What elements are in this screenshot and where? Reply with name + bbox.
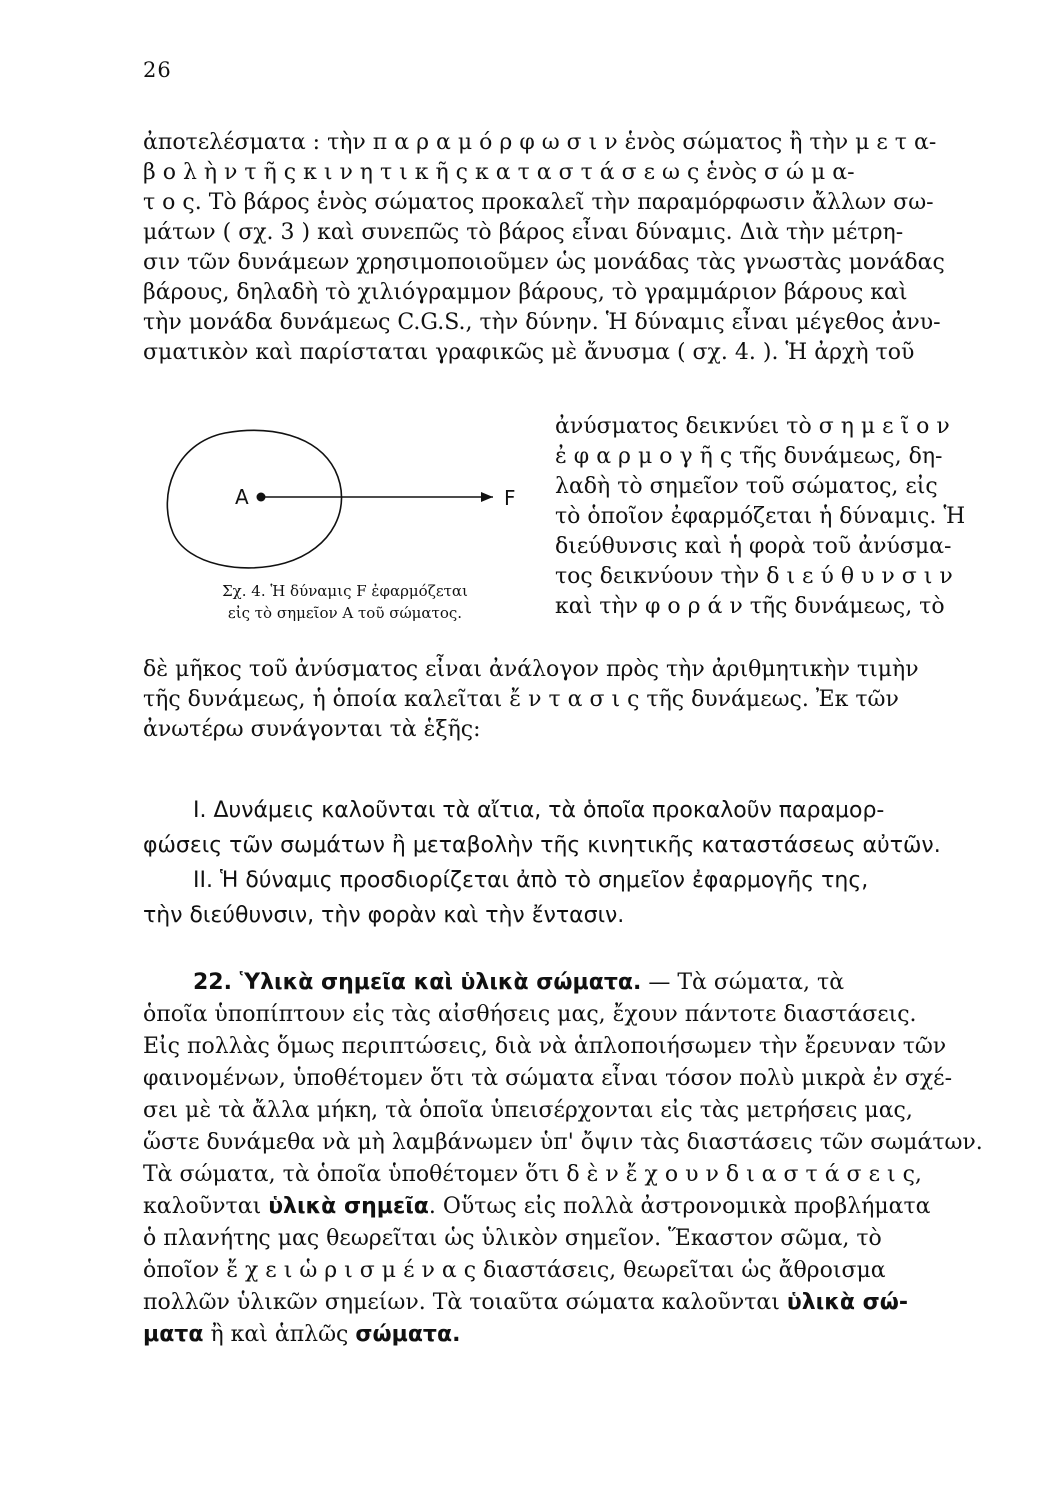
text-line: ἀποτελέσματα : τὴν π α ρ α μ ό ρ φ ω σ ι ν ἑνὸς σώματος ἢ τὴν μ ε τ α- bbox=[143, 130, 937, 155]
summary-item-2-line-2: τὴν διεύθυνσιν, τὴν φορὰν καὶ τὴν ἔντασιν. bbox=[143, 903, 625, 928]
text-fragment: ἢ καὶ ἁπλῶς bbox=[203, 1322, 356, 1347]
text-line: λαδὴ τὸ σημεῖον τοῦ σώματος, εἰς bbox=[555, 474, 938, 499]
text-line bbox=[143, 1287, 973, 1319]
text-line: Εἰς πολλὰς ὅμως περιπτώσεις, διὰ νὰ ἁπλοποιήσωμεν τὴν ἔρευναν τῶν bbox=[143, 1034, 947, 1059]
caption-line: εἰς τὸ σημεῖον Α τοῦ σώματος. bbox=[227, 604, 463, 622]
label-f: F bbox=[504, 486, 516, 510]
text-line bbox=[143, 1319, 973, 1351]
text-line: τ ο ς. Τὸ βάρος ἑνὸς σώματος προκαλεῖ τὴν παραμόρφωσιν ἄλλων σω- bbox=[143, 190, 934, 215]
section-title: 22. Ὑλικὰ σημεῖα καὶ ὑλικὰ σώματα. bbox=[193, 970, 642, 995]
side-paragraph bbox=[555, 412, 975, 622]
text-line: ὁποῖον ἔ χ ε ι ὡ ρ ι σ μ έ ν α ς διαστάσεις, θεωρεῖται ὡς ἄθροισμα bbox=[143, 1258, 886, 1283]
summary-item-1-line-2: φώσεις τῶν σωμάτων ἢ μεταβολὴν τῆς κινητικῆς καταστάσεως αὐτῶν. bbox=[143, 833, 941, 858]
caption-line: Σχ. 4. Ἡ δύναμις F ἐφαρμόζεται bbox=[222, 582, 468, 600]
text-line: ἀνύσματος δεικνύει τὸ σ η μ ε ῖ ο ν bbox=[555, 414, 950, 439]
page-number: 26 bbox=[143, 58, 172, 82]
paragraph-continuation bbox=[143, 655, 973, 745]
text-line: ὁ πλανήτης μας θεωρεῖται ὡς ὑλικὸν σημεῖον. Ἕκαστον σῶμα, τὸ bbox=[143, 1226, 882, 1251]
text-line: βάρους, δηλαδὴ τὸ χιλιόγραμμον βάρους, τὸ γραμμάριον βάρους καὶ bbox=[143, 280, 908, 305]
term-material-bodies-end: ματα bbox=[143, 1322, 204, 1347]
text-line: τῆς δυνάμεως, ἡ ὁποία καλεῖται ἔ ν τ α σ ι ς τῆς δυνάμεως. Ἐκ τῶν bbox=[143, 687, 899, 712]
text-line: δὲ μῆκος τοῦ ἀνύσματος εἶναι ἀνάλογον πρὸς τὴν ἀριθμητικὴν τιμὴν bbox=[143, 657, 919, 682]
paragraph-intro bbox=[143, 128, 973, 368]
figure-caption bbox=[155, 580, 535, 624]
text-line: φαινομένων, ὑποθέτομεν ὅτι τὰ σώματα εἶναι τόσον πολὺ μικρὰ ἐν σχέ- bbox=[143, 1066, 953, 1091]
text-line: τὸ ὁποῖον ἐφαρμόζεται ἡ δύναμις. Ἡ bbox=[555, 504, 966, 529]
text-line: τος δεικνύουν τὴν δ ι ε ύ θ υ ν σ ι ν bbox=[555, 564, 953, 589]
text-line: μάτων ( σχ. 3 ) καὶ συνεπῶς τὸ βάρος εἶναι δύναμις. Διὰ τὴν μέτρη- bbox=[143, 220, 904, 245]
term-bodies: σώματα. bbox=[355, 1322, 461, 1347]
text-line: ἀνωτέρω συνάγονται τὰ ἑξῆς: bbox=[143, 717, 481, 742]
term-material-points: ὑλικὰ σημεῖα bbox=[268, 1194, 429, 1219]
arrowhead-icon bbox=[481, 492, 493, 502]
section-heading-line bbox=[143, 967, 973, 999]
text-line: ὥστε δυνάμεθα νὰ μὴ λαμβάνωμεν ὑπ' ὄψιν τὰς διαστάσεις τῶν σωμάτων. bbox=[143, 1130, 983, 1155]
text-line: σματικὸν καὶ παρίσταται γραφικῶς μὲ ἄνυσμα ( σχ. 4. ). Ἡ ἀρχὴ τοῦ bbox=[143, 340, 915, 365]
figure-force-vector bbox=[155, 425, 540, 575]
body-ellipse bbox=[167, 430, 341, 568]
text-fragment: πολλῶν ὑλικῶν σημείων. Τὰ τοιαῦτα σώματα καλοῦνται bbox=[143, 1290, 787, 1315]
text-line: Τὰ σώματα, τὰ ὁποῖα ὑποθέτομεν ὅτι δ ὲ ν ἔ χ ο υ ν δ ι α σ τ ά σ ε ι ς, bbox=[143, 1162, 922, 1187]
text-fragment: . Οὕτως εἰς πολλὰ ἀστρονομικὰ προβλήματα bbox=[428, 1194, 931, 1219]
summary-item-2-line-1: II. Ἡ δύναμις προσδιορίζεται ἀπὸ τὸ σημεῖον ἐφαρμογῆς της, bbox=[193, 868, 869, 893]
text-line: τὴν μονάδα δυνάμεως C.G.S., τὴν δύνην. Ἡ δύναμις εἶναι μέγεθος ἀνυ- bbox=[143, 310, 941, 335]
section-22 bbox=[143, 967, 983, 1351]
text-line: διεύθυνσις καὶ ἡ φορὰ τοῦ ἀνύσμα- bbox=[555, 534, 952, 559]
text-line: σει μὲ τὰ ἄλλα μήκη, τὰ ὁποῖα ὑπεισέρχονται εἰς τὰς μετρήσεις μας, bbox=[143, 1098, 913, 1123]
summary-list bbox=[143, 793, 973, 933]
summary-item-1-line-1: I. Δυνάμεις καλοῦνται τὰ αἴτια, τὰ ὁποῖα προκαλοῦν παραμορ- bbox=[193, 798, 885, 823]
text-line bbox=[143, 1191, 973, 1223]
term-material-bodies: ὑλικὰ σώ- bbox=[786, 1290, 908, 1315]
text-line: ὁποῖα ὑποπίπτουν εἰς τὰς αἰσθήσεις μας, ἔχουν πάντοτε διαστάσεις. bbox=[143, 1002, 917, 1027]
text-line: σιν τῶν δυνάμεων χρησιμοποιοῦμεν ὡς μονάδας τὰς γνωστὰς μονάδας bbox=[143, 250, 945, 275]
force-diagram bbox=[155, 425, 540, 575]
text-fragment: καλοῦνται bbox=[143, 1194, 269, 1219]
section-title-continuation: — Τὰ σώματα, τὰ bbox=[648, 970, 845, 995]
text-line: καὶ τὴν φ ο ρ ά ν τῆς δυνάμεως, τὸ bbox=[555, 594, 945, 619]
text-line: ἐ φ α ρ μ ο γ ῆ ς τῆς δυνάμεως, δη- bbox=[555, 444, 943, 469]
text-line: β ο λ ὴ ν τ ῆ ς κ ι ν η τ ι κ ῆ ς κ α τ α σ τ ά σ ε ω ς ἑνὸς σ ώ μ α- bbox=[143, 160, 855, 185]
label-a: A bbox=[235, 485, 249, 509]
